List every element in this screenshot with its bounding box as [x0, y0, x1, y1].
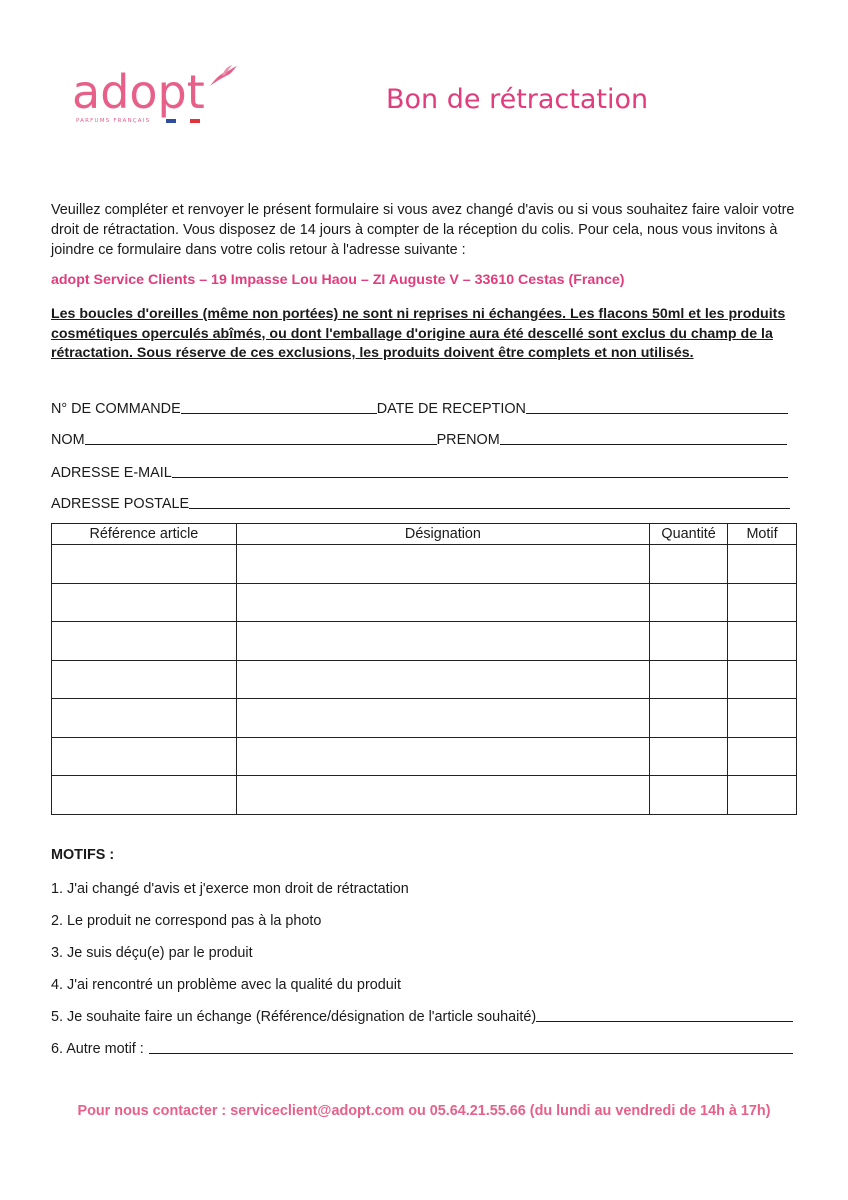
header-reference: Référence article	[52, 524, 237, 545]
french-flag-icon	[166, 119, 202, 123]
cell-designation[interactable]	[236, 699, 649, 738]
postal-row	[51, 492, 791, 512]
cell-reference[interactable]	[52, 660, 237, 699]
header-designation: Désignation	[236, 524, 649, 545]
motif-item-4	[51, 973, 793, 993]
cell-quantity[interactable]	[650, 583, 728, 622]
reception-date-field[interactable]	[526, 399, 788, 414]
email-field[interactable]	[172, 463, 788, 478]
exclusions-warning: Les boucles d'oreilles (même non portées) ne sont ni reprises ni échangées. Les flacons 50ml et les produits cosmétiques operculés abîmés, ou dont l'emballage d'origine aura été descellé sont exclus du champ de la rétractation. Sous réserve de ces exclusions, les produits doivent être complets et non utilisés.	[51, 306, 786, 361]
items-table	[51, 523, 797, 815]
first-name-field[interactable]	[500, 430, 787, 445]
cell-designation[interactable]	[236, 583, 649, 622]
cell-reference[interactable]	[52, 583, 237, 622]
table-row	[52, 622, 797, 661]
table-row	[52, 699, 797, 738]
cell-reference[interactable]	[52, 699, 237, 738]
header-motif: Motif	[728, 524, 797, 545]
contact-info: Pour nous contacter : serviceclient@adopt.com ou 05.64.21.55.66 (du lundi au vendredi de 14h à 17h)	[77, 1103, 771, 1119]
table-header-row	[52, 524, 797, 545]
return-address: adopt Service Clients – 19 Impasse Lou Haou – ZI Auguste V – 33610 Cestas (France)	[51, 272, 625, 288]
header-quantity: Quantité	[650, 524, 728, 545]
logo-wordmark: adopt	[72, 65, 205, 119]
order-number-label: N° DE COMMANDE	[51, 401, 181, 417]
motif-item-1	[51, 877, 793, 897]
table-row	[52, 545, 797, 584]
cell-quantity[interactable]	[650, 699, 728, 738]
postal-label: ADRESSE POSTALE	[51, 496, 190, 512]
cell-designation[interactable]	[236, 776, 649, 815]
cell-designation[interactable]	[236, 622, 649, 661]
cell-designation[interactable]	[236, 737, 649, 776]
first-name-label: PRENOM	[436, 432, 500, 448]
cell-motif[interactable]	[728, 699, 797, 738]
cell-designation[interactable]	[236, 660, 649, 699]
cell-quantity[interactable]	[650, 622, 728, 661]
email-label: ADRESSE E-MAIL	[51, 465, 172, 481]
order-row	[51, 397, 791, 417]
brand-logo	[70, 62, 240, 132]
motif-item-2	[51, 909, 793, 929]
table-body	[52, 545, 797, 815]
cell-motif[interactable]	[728, 776, 797, 815]
cell-quantity[interactable]	[650, 776, 728, 815]
last-name-label: NOM	[51, 432, 85, 448]
order-number-field[interactable]	[181, 399, 377, 414]
cell-reference[interactable]	[52, 737, 237, 776]
other-motif-field[interactable]	[149, 1039, 793, 1054]
last-name-field[interactable]	[85, 430, 437, 445]
cell-reference[interactable]	[52, 622, 237, 661]
table-row	[52, 583, 797, 622]
motif-label: 4. J'ai rencontré un problème avec la qualité du produit	[51, 977, 401, 993]
cell-quantity[interactable]	[650, 545, 728, 584]
cell-motif[interactable]	[728, 660, 797, 699]
table-row	[52, 660, 797, 699]
table-row	[52, 737, 797, 776]
table-row	[52, 776, 797, 815]
motif-item-6	[51, 1037, 793, 1057]
motif-item-5	[51, 1005, 793, 1025]
cell-motif[interactable]	[728, 583, 797, 622]
cell-quantity[interactable]	[650, 660, 728, 699]
motif-item-3	[51, 941, 793, 961]
cell-motif[interactable]	[728, 622, 797, 661]
motif-label: 3. Je suis déçu(e) par le produit	[51, 945, 253, 961]
exchange-reference-field[interactable]	[536, 1007, 793, 1022]
cell-designation[interactable]	[236, 545, 649, 584]
page-title: Bon de rétractation	[386, 84, 649, 115]
cell-motif[interactable]	[728, 545, 797, 584]
cell-reference[interactable]	[52, 776, 237, 815]
motif-label: 2. Le produit ne correspond pas à la photo	[51, 913, 322, 929]
logo-tagline: PARFUMS FRANÇAIS	[76, 118, 151, 124]
intro-paragraph: Veuillez compléter et renvoyer le présent formulaire si vous avez changé d'avis ou si vous souhaitez faire valoir votre droit de rétractation. Vous disposez de 14 jours à compter de la réception du colis. Pour cela, nous vous invitons à joindre ce formulaire dans votre colis retour à l'adresse suivante :	[51, 202, 795, 258]
cell-motif[interactable]	[728, 737, 797, 776]
reception-date-label: DATE DE RECEPTION	[376, 401, 526, 417]
motifs-title: MOTIFS :	[51, 847, 115, 863]
motif-label: 6. Autre motif :	[51, 1041, 144, 1057]
hummingbird-icon	[208, 64, 238, 90]
name-row	[51, 428, 791, 448]
motif-label: 5. Je souhaite faire un échange (Référence/désignation de l'article souhaité)	[51, 1009, 537, 1025]
email-row	[51, 461, 791, 481]
cell-reference[interactable]	[52, 545, 237, 584]
cell-quantity[interactable]	[650, 737, 728, 776]
motif-label: 1. J'ai changé d'avis et j'exerce mon droit de rétractation	[51, 881, 409, 897]
postal-field[interactable]	[189, 494, 790, 509]
